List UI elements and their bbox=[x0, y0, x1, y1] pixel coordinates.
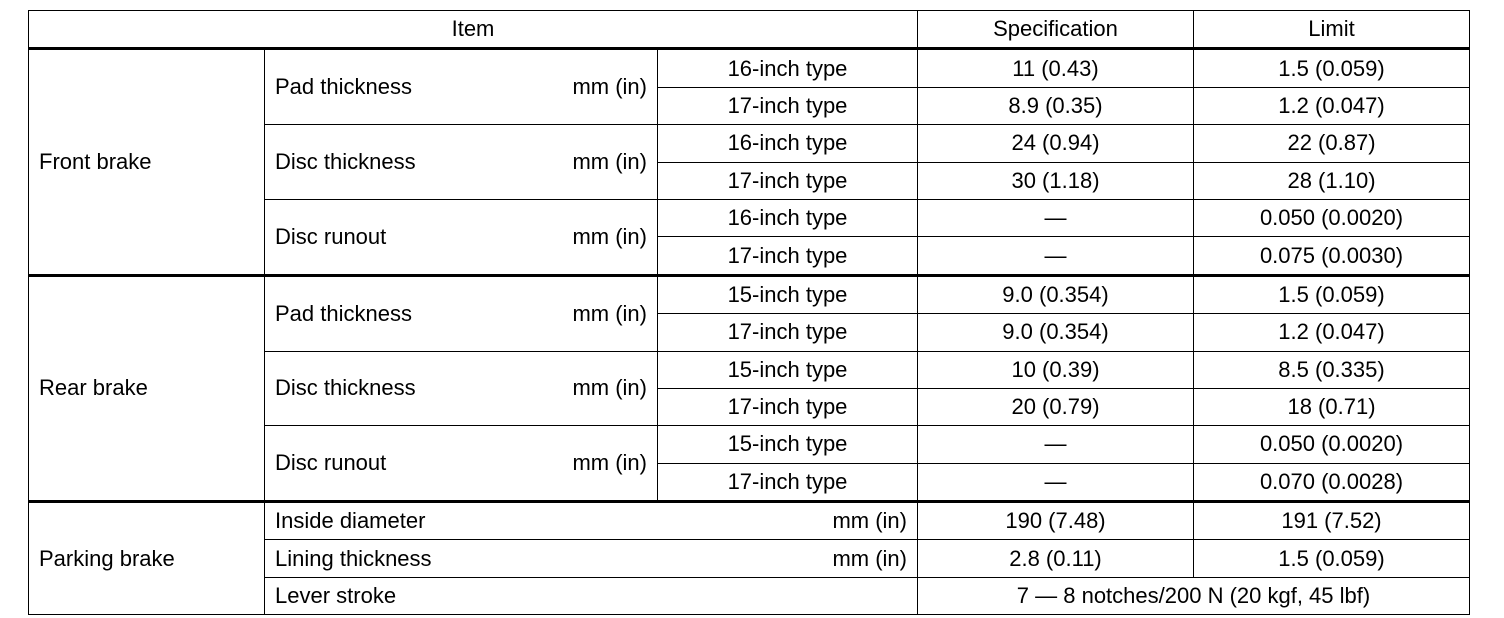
item-label-rear-pad-thickness: Pad thickness mm (in) bbox=[265, 275, 658, 351]
spec-cell: 9.0 (0.354) bbox=[918, 275, 1194, 313]
table-row bbox=[29, 275, 1470, 313]
unit-label: mm (in) bbox=[572, 149, 647, 175]
limit-cell: 22 (0.87) bbox=[1194, 125, 1470, 162]
spec-cell: 9.0 (0.354) bbox=[918, 314, 1194, 351]
limit-cell: 1.5 (0.059) bbox=[1194, 540, 1470, 577]
spec-cell: 8.9 (0.35) bbox=[918, 87, 1194, 124]
limit-cell: 1.2 (0.047) bbox=[1194, 87, 1470, 124]
header-row bbox=[29, 11, 1470, 49]
brake-specification-table bbox=[28, 10, 1470, 615]
group-label-rear-brake: Rear brake bbox=[29, 275, 265, 501]
limit-cell: 18 (0.71) bbox=[1194, 388, 1470, 425]
unit-label: mm (in) bbox=[572, 300, 647, 326]
limit-cell: 0.075 (0.0030) bbox=[1194, 237, 1470, 275]
unit-label: mm (in) bbox=[572, 375, 647, 401]
limit-cell: 1.5 (0.059) bbox=[1194, 275, 1470, 313]
type-cell: 17-inch type bbox=[658, 237, 918, 275]
type-cell: 17-inch type bbox=[658, 388, 918, 425]
type-cell: 16-inch type bbox=[658, 125, 918, 162]
spec-cell: — bbox=[918, 199, 1194, 236]
item-label-rear-disc-runout: Disc runout mm (in) bbox=[265, 426, 658, 502]
item-label-front-disc-thickness: Disc thickness mm (in) bbox=[265, 125, 658, 200]
spec-cell: 24 (0.94) bbox=[918, 125, 1194, 162]
spec-cell: — bbox=[918, 426, 1194, 463]
item-label-lever-stroke: Lever stroke bbox=[265, 577, 918, 614]
lever-stroke-value: 7 — 8 notches/200 N (20 kgf, 45 lbf) bbox=[918, 577, 1470, 614]
limit-cell: 1.5 (0.059) bbox=[1194, 49, 1470, 87]
limit-cell: 28 (1.10) bbox=[1194, 162, 1470, 199]
spec-cell: — bbox=[918, 463, 1194, 501]
limit-cell: 8.5 (0.335) bbox=[1194, 351, 1470, 388]
type-cell: 16-inch type bbox=[658, 49, 918, 87]
spec-cell: 30 (1.18) bbox=[918, 162, 1194, 199]
spec-cell: 190 (7.48) bbox=[918, 502, 1194, 540]
header-item: Item bbox=[29, 11, 918, 49]
type-cell: 17-inch type bbox=[658, 314, 918, 351]
limit-cell: 0.050 (0.0020) bbox=[1194, 426, 1470, 463]
limit-cell: 1.2 (0.047) bbox=[1194, 314, 1470, 351]
type-cell: 15-inch type bbox=[658, 426, 918, 463]
limit-cell: 0.050 (0.0020) bbox=[1194, 199, 1470, 236]
type-cell: 15-inch type bbox=[658, 351, 918, 388]
type-cell: 17-inch type bbox=[658, 162, 918, 199]
item-label-front-pad-thickness: Pad thickness mm (in) bbox=[265, 49, 658, 125]
header-specification: Specification bbox=[918, 11, 1194, 49]
type-cell: 17-inch type bbox=[658, 463, 918, 501]
limit-cell: 191 (7.52) bbox=[1194, 502, 1470, 540]
item-label-front-disc-runout: Disc runout mm (in) bbox=[265, 199, 658, 275]
item-label-lining-thickness: Lining thickness mm (in) bbox=[265, 540, 918, 577]
type-cell: 15-inch type bbox=[658, 275, 918, 313]
unit-label: mm (in) bbox=[572, 450, 647, 476]
spec-cell: 10 (0.39) bbox=[918, 351, 1194, 388]
spec-cell: 20 (0.79) bbox=[918, 388, 1194, 425]
type-cell: 17-inch type bbox=[658, 87, 918, 124]
spec-cell: 2.8 (0.11) bbox=[918, 540, 1194, 577]
unit-label: mm (in) bbox=[572, 74, 647, 100]
unit-label: mm (in) bbox=[832, 545, 907, 571]
limit-cell: 0.070 (0.0028) bbox=[1194, 463, 1470, 501]
group-label-front-brake: Front brake bbox=[29, 49, 265, 275]
header-limit: Limit bbox=[1194, 11, 1470, 49]
item-label-inside-diameter: Inside diameter mm (in) bbox=[265, 502, 918, 540]
group-label-parking-brake: Parking brake bbox=[29, 502, 265, 615]
unit-label: mm (in) bbox=[832, 508, 907, 534]
item-label-rear-disc-thickness: Disc thickness mm (in) bbox=[265, 351, 658, 426]
unit-label: mm (in) bbox=[572, 223, 647, 249]
type-cell: 16-inch type bbox=[658, 199, 918, 236]
table-row bbox=[29, 502, 1470, 540]
table-row bbox=[29, 49, 1470, 87]
spec-cell: 11 (0.43) bbox=[918, 49, 1194, 87]
spec-cell: — bbox=[918, 237, 1194, 275]
